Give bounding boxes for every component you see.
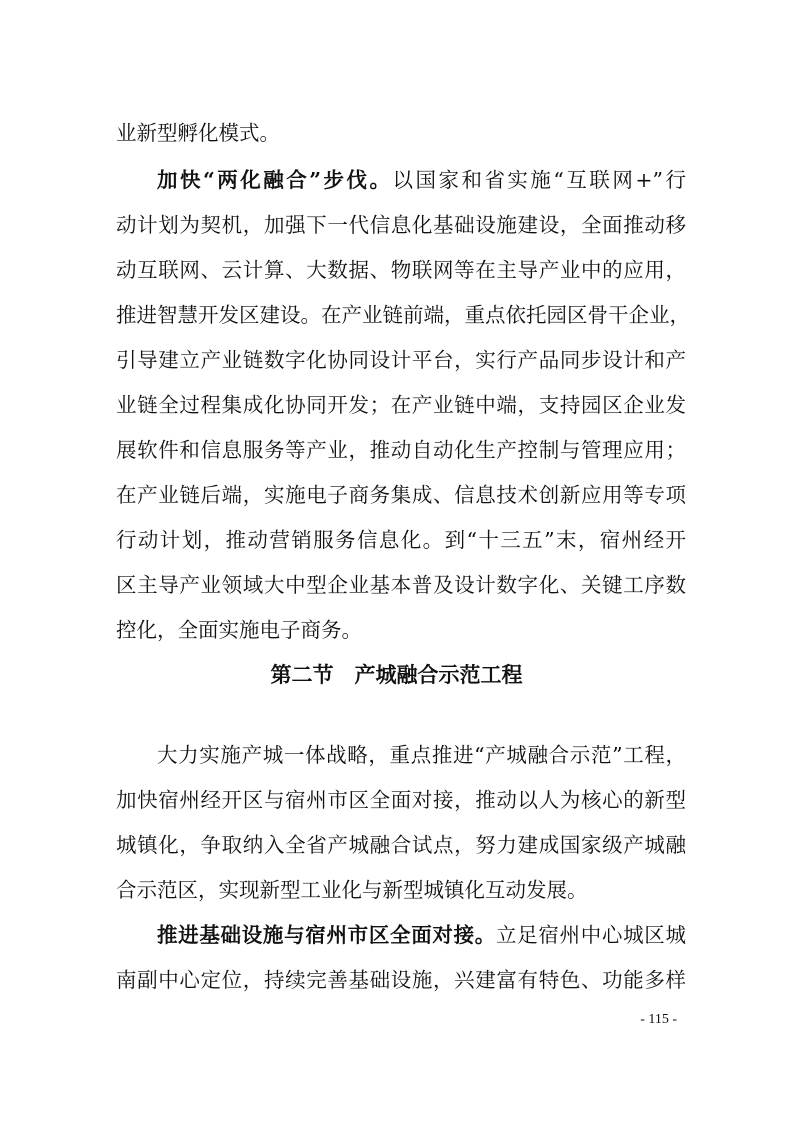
paragraph-line: 业链全过程集成化协同开发；在产业链中端，支持园区企业发 xyxy=(116,393,686,417)
paragraph-line xyxy=(157,920,686,950)
paragraph-line: 在产业链后端，实施电子商务集成、信息技术创新应用等专项 xyxy=(116,483,686,507)
paragraph-line: 加快宿州经开区与宿州市区全面对接，推动以人为核心的新型 xyxy=(116,788,686,812)
section-heading: 第二节 产城融合示范工程 xyxy=(270,663,523,687)
paragraph-line: 动互联网、云计算、大数据、物联网等在主导产业中的应用， xyxy=(116,258,686,282)
paragraph-line: 大力实施产城一体战略，重点推进“产城融合示范”工程， xyxy=(157,743,686,767)
paragraph-line: 行动计划，推动营销服务信息化。到“十三五”末，宿州经开 xyxy=(116,528,686,552)
paragraph-line: 城镇化，争取纳入全省产城融合试点，努力建成国家级产城融 xyxy=(116,833,686,857)
paragraph-line: 南副中心定位，持续完善基础设施，兴建富有特色、功能多样 xyxy=(116,968,686,992)
paragraph-lead-bold: 推进基础设施与宿州市区全面对接。 xyxy=(157,923,496,947)
paragraph-lead-bold: 加快“两化融合”步伐。 xyxy=(157,168,393,192)
paragraph-line: 业新型孵化模式。 xyxy=(116,121,280,145)
paragraph-text: 以国家和省实施“互联网+”行 xyxy=(392,168,686,192)
page-number: - 115 - xyxy=(640,1012,677,1027)
paragraph-line: 推进智慧开发区建设。在产业链前端，重点依托园区骨干企业， xyxy=(116,303,690,327)
paragraph-line: 展软件和信息服务等产业，推动自动化生产控制与管理应用； xyxy=(116,438,686,462)
paragraph-line xyxy=(157,165,686,195)
paragraph-line: 引导建立产业链数字化协同设计平台，实行产品同步设计和产 xyxy=(116,348,686,372)
paragraph-text: 立足宿州中心城区城 xyxy=(496,923,686,947)
paragraph-line: 控化，全面实施电子商务。 xyxy=(116,618,362,642)
paragraph-line: 合示范区，实现新型工业化与新型城镇化互动发展。 xyxy=(116,878,588,902)
paragraph-line: 区主导产业领域大中型企业基本普及设计数字化、关键工序数 xyxy=(116,573,686,597)
paragraph-line: 动计划为契机，加强下一代信息化基础设施建设，全面推动移 xyxy=(116,213,686,237)
